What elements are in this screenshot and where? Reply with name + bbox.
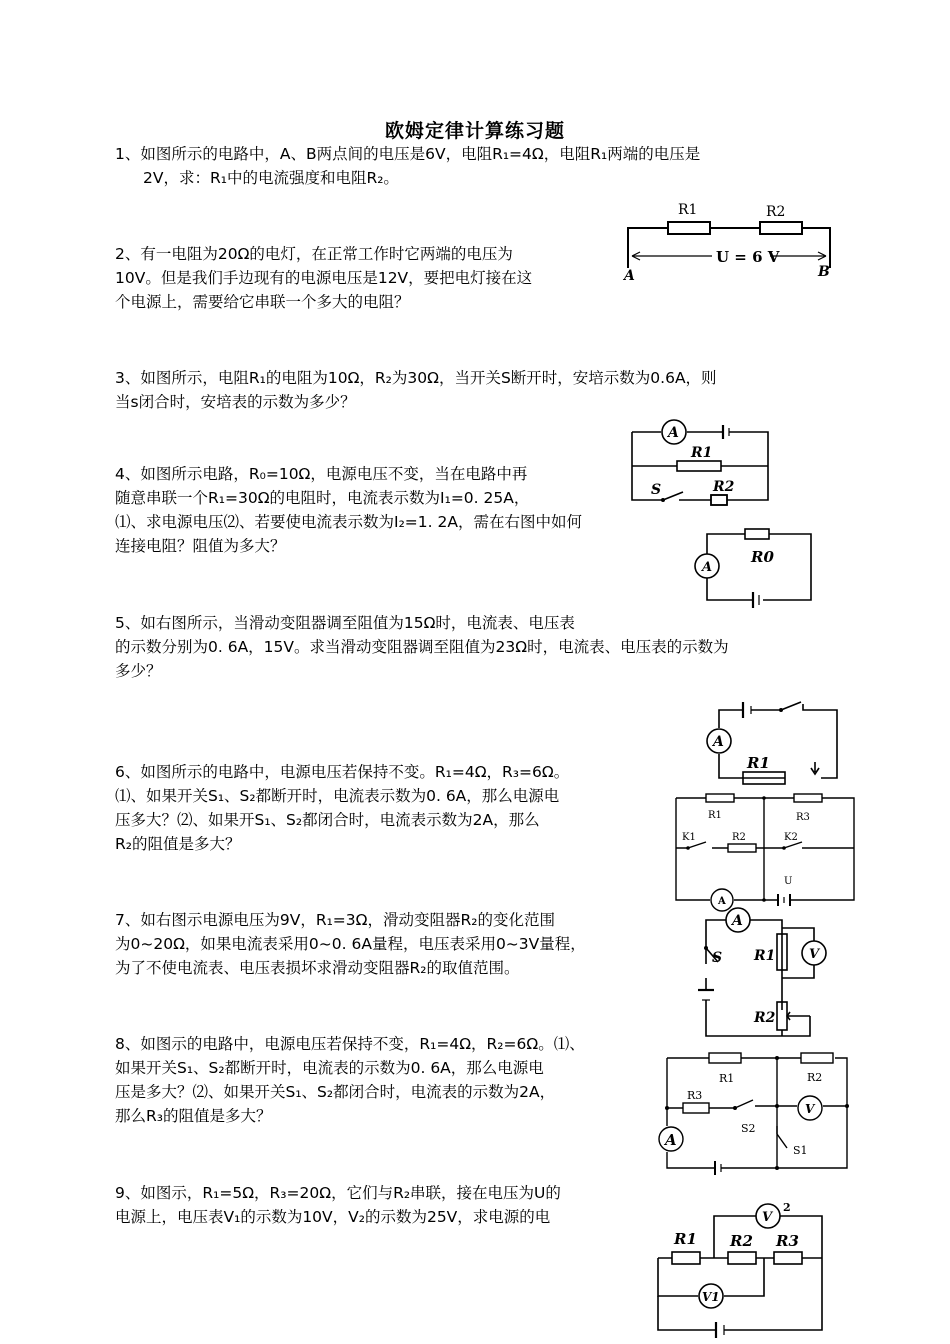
question-7 — [115, 908, 586, 980]
question-3-line: 当s闭合时，安培表的示数为多少？ — [115, 393, 356, 411]
label-ammeter: A — [718, 896, 726, 907]
label-r2: R2 — [732, 832, 746, 843]
question-8-line: 8、如图示的电路中，电源电压若保持不变，R₁=4Ω，R₂=6Ω。⑴、 — [115, 1035, 585, 1053]
question-8-line: 如果开关S₁、S₂都断开时，电流表的示数为0. 6A，那么电源电 — [115, 1059, 544, 1077]
label-voltmeter: V — [809, 947, 820, 962]
question-1-line: 2V，求：R₁中的电流强度和电阻R₂。 — [143, 169, 399, 187]
question-4-line: 随意串联一个R₁=30Ω的电阻时，电流表示数为I₁=0. 25A， — [115, 489, 530, 507]
label-r1: R1 — [747, 754, 770, 772]
label-ammeter: A — [665, 1131, 677, 1149]
label-voltmeter: V — [805, 1102, 815, 1116]
question-4 — [115, 462, 582, 558]
label-r2: R2 — [766, 204, 786, 220]
label-u: U — [784, 876, 793, 887]
label-r2: R2 — [713, 479, 735, 495]
label-r1: R1 — [691, 445, 713, 461]
question-4-line: 连接电阻？阻值为多大？ — [115, 537, 286, 555]
question-6-line: 压多大？⑵、如果开S₁、S₂都闭合时，电流表示数为2A，那么 — [115, 811, 540, 829]
question-9 — [115, 1181, 561, 1229]
question-5-line: 的示数分别为0. 6A，15V。求当滑动变阻器调至阻值为23Ω时，电流表、电压表的示数为 — [115, 638, 729, 656]
question-9-line: 电源上，电压表V₁的示数为10V，V₂的示数为25V，求电源的电 — [115, 1208, 551, 1226]
label-v2: V — [762, 1210, 773, 1225]
question-5-line: 5、如右图所示，当滑动变阻器调至阻值为15Ω时，电流表、电压表 — [115, 614, 575, 632]
label-s1: S1 — [793, 1144, 808, 1157]
label-r2: R2 — [754, 1010, 776, 1026]
question-2-line: 个电源上，需要给它串联一个多大的电阻？ — [115, 293, 410, 311]
question-7-line: 7、如右图示电源电压为9V，R₁=3Ω，滑动变阻器R₂的变化范围 — [115, 911, 555, 929]
label-voltage: U = 6 V — [716, 248, 780, 266]
label-v1: V1 — [702, 1290, 720, 1304]
question-3-line: 3、如图所示，电阻R₁的电阻为10Ω，R₂为30Ω，当开关S断开时，安培示数为0.6A，则 — [115, 369, 717, 387]
question-7-line: 为了不使电流表、电压表损坏求滑动变阻器R₂的取值范围。 — [115, 959, 520, 977]
question-5-line: 多少？ — [115, 662, 162, 680]
label-b: B — [818, 264, 830, 280]
circuit-diagram-4 — [693, 524, 818, 608]
question-6-line: 6、如图所示的电路中，电源电压若保持不变。R₁=4Ω，R₃=6Ω。 — [115, 763, 570, 781]
question-2-line: 2、有一电阻为20Ω的电灯，在正常工作时它两端的电压为 — [115, 245, 513, 263]
question-2-line: 10V。但是我们手边现有的电源电压是12V，要把电灯接在这 — [115, 269, 533, 287]
label-r3: R3 — [687, 1089, 703, 1102]
label-v2-index: 2 — [783, 1201, 791, 1214]
question-6-line: R₂的阻值是多大？ — [115, 835, 241, 853]
label-ammeter: A — [668, 425, 679, 441]
question-2 — [115, 242, 532, 314]
label-s2: S2 — [741, 1122, 756, 1135]
question-9-line: 9、如图示，R₁=5Ω，R₃=20Ω，它们与R₂串联，接在电压为U的 — [115, 1184, 561, 1202]
label-ammeter: A — [702, 560, 713, 575]
label-a: A — [624, 268, 635, 284]
circuit-diagram-8 — [655, 1048, 851, 1174]
label-r2: R2 — [730, 1232, 753, 1250]
label-r3: R3 — [796, 812, 810, 823]
label-ammeter: A — [713, 734, 724, 750]
label-k1: K1 — [682, 832, 696, 843]
question-4-line: ⑴、求电源电压⑵、若要使电流表示数为I₂=1. 2A，需在右图中如何 — [115, 513, 582, 531]
circuit-diagram-9 — [650, 1200, 826, 1342]
circuit-diagram-7 — [696, 904, 830, 1040]
question-8-line: 压是多大？⑵、如果开关S₁、S₂都闭合时，电流表的示数为2A， — [115, 1083, 556, 1101]
circuit-diagram-6 — [672, 790, 858, 906]
question-8-line: 那么R₃的阻值是多大？ — [115, 1107, 272, 1125]
label-switch: S — [712, 950, 723, 966]
label-ammeter: A — [732, 913, 743, 929]
question-8 — [115, 1032, 585, 1128]
circuit-diagram-5 — [703, 698, 843, 782]
label-r1: R1 — [708, 810, 722, 821]
question-3 — [115, 366, 717, 414]
question-6 — [115, 760, 569, 856]
label-r2: R2 — [807, 1071, 823, 1084]
question-7-line: 为0~20Ω，如果电流表采用0~0. 6A量程，电压表采用0~3V量程， — [115, 935, 586, 953]
label-switch: S — [651, 482, 662, 498]
question-1 — [115, 142, 700, 190]
label-r0: R0 — [751, 548, 774, 566]
label-r1: R1 — [754, 948, 776, 964]
question-4-line: 4、如图所示电路，R₀=10Ω，电源电压不变，当在电路中再 — [115, 465, 528, 483]
label-r3: R3 — [776, 1232, 799, 1250]
circuit-diagram-3 — [625, 422, 775, 506]
page-title: 欧姆定律计算练习题 — [384, 120, 565, 142]
label-r1: R1 — [719, 1072, 735, 1085]
label-r1: R1 — [674, 1230, 697, 1248]
question-1-line: 1、如图所示的电路中，A、B两点间的电压是6V，电阻R₁=4Ω，电阻R₁两端的电压是 — [115, 145, 701, 163]
question-6-line: ⑴、如果开关S₁、S₂都断开时，电流表示数为0. 6A，那么电源电 — [115, 787, 560, 805]
circuit-diagram-1 — [620, 198, 840, 282]
label-k2: K2 — [784, 832, 798, 843]
question-5 — [115, 611, 729, 683]
label-r1: R1 — [678, 202, 698, 218]
